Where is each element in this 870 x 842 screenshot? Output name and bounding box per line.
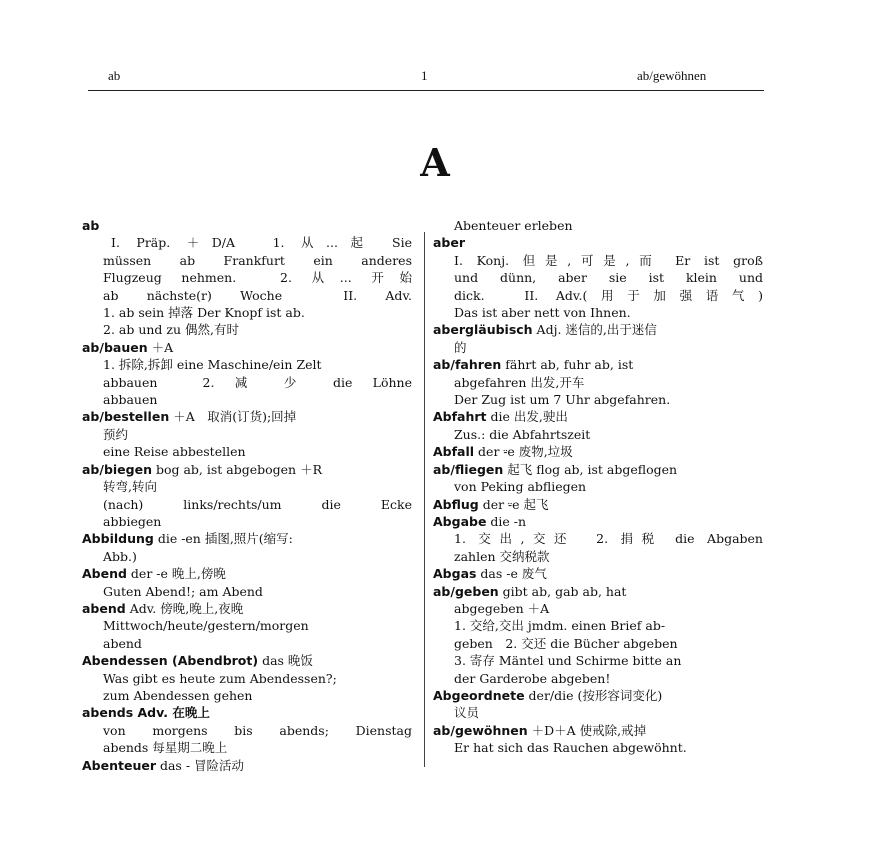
headword: ab/bauen: [82, 339, 148, 355]
left-column: [82, 217, 412, 774]
entry-text-line: ab nächste(r) Woche II. Adv.: [103, 287, 412, 303]
headword: Abfahrt: [433, 409, 487, 425]
headword: Abgeordnete: [433, 687, 525, 703]
entry-text-line: dick. II. Adv.(用于加强语气): [454, 287, 763, 303]
entry-text-line: 3. 寄存 Mäntel und Schirme bitte an: [454, 653, 682, 669]
entry-headword-line: [433, 583, 763, 600]
entry-text-line: 转弯,转向: [103, 479, 157, 495]
headword: Abbildung: [82, 531, 154, 547]
entry-headword-line: [82, 704, 412, 721]
entry-text-line: Abb.): [103, 548, 137, 564]
entry-definition: ＋D＋A 使戒除,戒掉: [527, 722, 647, 738]
entry-headword-line: [82, 600, 412, 617]
headword: Abgabe: [433, 513, 487, 529]
entry-text-line: Mittwoch/heute/gestern/morgen: [103, 618, 309, 634]
entry-headword-line: [433, 461, 763, 478]
entry-headword-line: [433, 321, 763, 338]
column-divider: [424, 232, 425, 767]
header-left: ab: [108, 68, 121, 83]
entry-text-line: abends 每星期二晚上: [103, 740, 228, 756]
entry-text-line: müssen ab Frankfurt ein anderes: [103, 252, 412, 268]
entry-text-line: I. Konj. 但是,可是,而 Er ist groß: [454, 252, 763, 268]
headword: Abenteuer: [82, 757, 156, 773]
entry-headword-line: [433, 722, 763, 739]
headword: ab/geben: [433, 583, 499, 599]
entry-headword-line: [82, 461, 412, 478]
entry-headword-line: [433, 408, 763, 425]
entry-definition: der -e 晚上,傍晚: [126, 566, 226, 582]
entry-headword-line: [82, 217, 412, 234]
entry-text-line: 1. 交出,交还 2. 捐税 die Abgaben: [454, 531, 763, 547]
entry-headword-line: [82, 565, 412, 582]
entry-text-line: abgefahren 出发,开车: [454, 374, 585, 390]
entry-definition: das - 冒险活动: [156, 757, 245, 773]
entry-text-line: 的: [454, 339, 467, 355]
entry-text-line: Was gibt es heute zum Abendessen?;: [103, 670, 337, 686]
entry-text-line: Abenteuer erleben: [454, 218, 573, 233]
entry-text-line: Der Zug ist um 7 Uhr abgefahren.: [454, 392, 671, 408]
entry-text-line: Zus.: die Abfahrtszeit: [454, 426, 591, 442]
entry-text-line: 1. 拆除,拆卸 eine Maschine/ein Zelt: [103, 357, 322, 373]
entry-headword-line: [82, 757, 412, 774]
entry-text-line: 1. 交给,交出 jmdm. einen Brief ab-: [454, 618, 666, 634]
entry-definition: das 晚饭: [258, 653, 313, 669]
entry-definition: die 出发,驶出: [486, 409, 568, 425]
entry-definition: das -e 废气: [476, 566, 547, 582]
entry-headword-line: [82, 652, 412, 669]
entry-text-line: geben 2. 交还 die Bücher abgeben: [454, 635, 678, 651]
entry-headword-line: [433, 443, 763, 460]
headword: Abflug: [433, 496, 479, 512]
entry-text-line: Guten Abend!; am Abend: [103, 583, 263, 599]
entry-text-line: 预约: [103, 426, 129, 442]
entry-text-line: eine Reise abbestellen: [103, 444, 246, 460]
entry-headword-line: [433, 496, 763, 513]
headword: ab/bestellen: [82, 409, 170, 425]
headword: aber: [433, 235, 466, 251]
right-column: [433, 217, 763, 757]
headword: ab/fahren: [433, 357, 502, 373]
entry-definition: bog ab, ist abgebogen ＋R: [151, 461, 322, 477]
entry-text-line: abend: [103, 635, 142, 651]
entry-text-line: Er hat sich das Rauchen abgewöhnt.: [454, 740, 687, 756]
entry-text-line: abbauen 2. 减 少 die Löhne: [103, 374, 412, 390]
entry-definition: gibt ab, gab ab, hat: [498, 583, 627, 599]
headword: ab/biegen: [82, 461, 152, 477]
page-number: 1: [421, 68, 428, 83]
entry-definition: die -en 插图,照片(缩写:: [153, 531, 293, 547]
entry-definition: fährt ab, fuhr ab, ist: [501, 357, 634, 373]
entry-definition: der ⸚e 起飞: [478, 496, 549, 512]
entry-headword-line: [82, 530, 412, 547]
headword: ab: [82, 218, 100, 233]
entry-text-line: von morgens bis abends; Dienstag: [103, 722, 412, 738]
entry-definition: der/die (按形容词变化): [524, 687, 663, 703]
entry-definition: der ⸚e 废物,垃圾: [474, 444, 573, 460]
entry-text-line: Das ist aber nett von Ihnen.: [454, 305, 631, 321]
entry-text-line: abgegeben ＋A: [454, 600, 550, 616]
entry-text-line: (nach) links/rechts/um die Ecke: [103, 496, 412, 512]
entry-text-line: 2. ab und zu 偶然,有时: [103, 322, 239, 338]
entry-headword-line: [433, 513, 763, 530]
section-letter: A: [420, 140, 450, 185]
headword: ab/gewöhnen: [433, 722, 528, 738]
entry-headword-line: [433, 565, 763, 582]
entry-text-line: 议员: [454, 705, 480, 721]
headword: abends Adv. 在晚上: [82, 705, 210, 721]
entry-text-line: abbauen: [103, 392, 158, 408]
entry-text-line: von Peking abfliegen: [454, 479, 587, 495]
headword: ab/fliegen: [433, 461, 504, 477]
entry-text-line: I. Präp. ＋D/A 1. 从...起 Sie: [111, 235, 412, 251]
entry-definition: die -n: [486, 513, 527, 529]
headword: Abendessen (Abendbrot): [82, 653, 259, 669]
entry-text-line: 1. ab sein 掉落 Der Knopf ist ab.: [103, 305, 305, 321]
entry-headword-line: [433, 356, 763, 373]
entry-definition: ＋A 取消(订货);回掉: [169, 409, 297, 425]
entry-text-line: zahlen 交纳税款: [454, 548, 550, 564]
entry-text-line: abbiegen: [103, 513, 162, 529]
entry-text-line: zum Abendessen gehen: [103, 687, 253, 703]
headword: Abgas: [433, 566, 477, 582]
entry-headword-line: [82, 339, 412, 356]
header-rule: [88, 90, 764, 91]
entry-definition: Adj. 迷信的,出于迷信: [532, 322, 657, 338]
entry-definition: 起飞 flog ab, ist abgeflogen: [503, 461, 678, 477]
entry-headword-line: [433, 687, 763, 704]
entry-headword-line: [433, 234, 763, 251]
headword: Abend: [82, 566, 127, 582]
entry-definition: Adv. 傍晚,晚上,夜晚: [125, 600, 244, 616]
entry-text-line: der Garderobe abgeben!: [454, 670, 611, 686]
headword: abend: [82, 600, 126, 616]
headword: abergläubisch: [433, 322, 533, 338]
entry-definition: ＋A: [147, 339, 174, 355]
entry-text-line: Flugzeug nehmen. 2. 从... 开始: [103, 270, 412, 286]
headword: Abfall: [433, 444, 475, 460]
entry-text-line: und dünn, aber sie ist klein und: [454, 270, 763, 286]
entry-headword-line: [82, 408, 412, 425]
header-right: ab/gewöhnen: [637, 68, 707, 83]
